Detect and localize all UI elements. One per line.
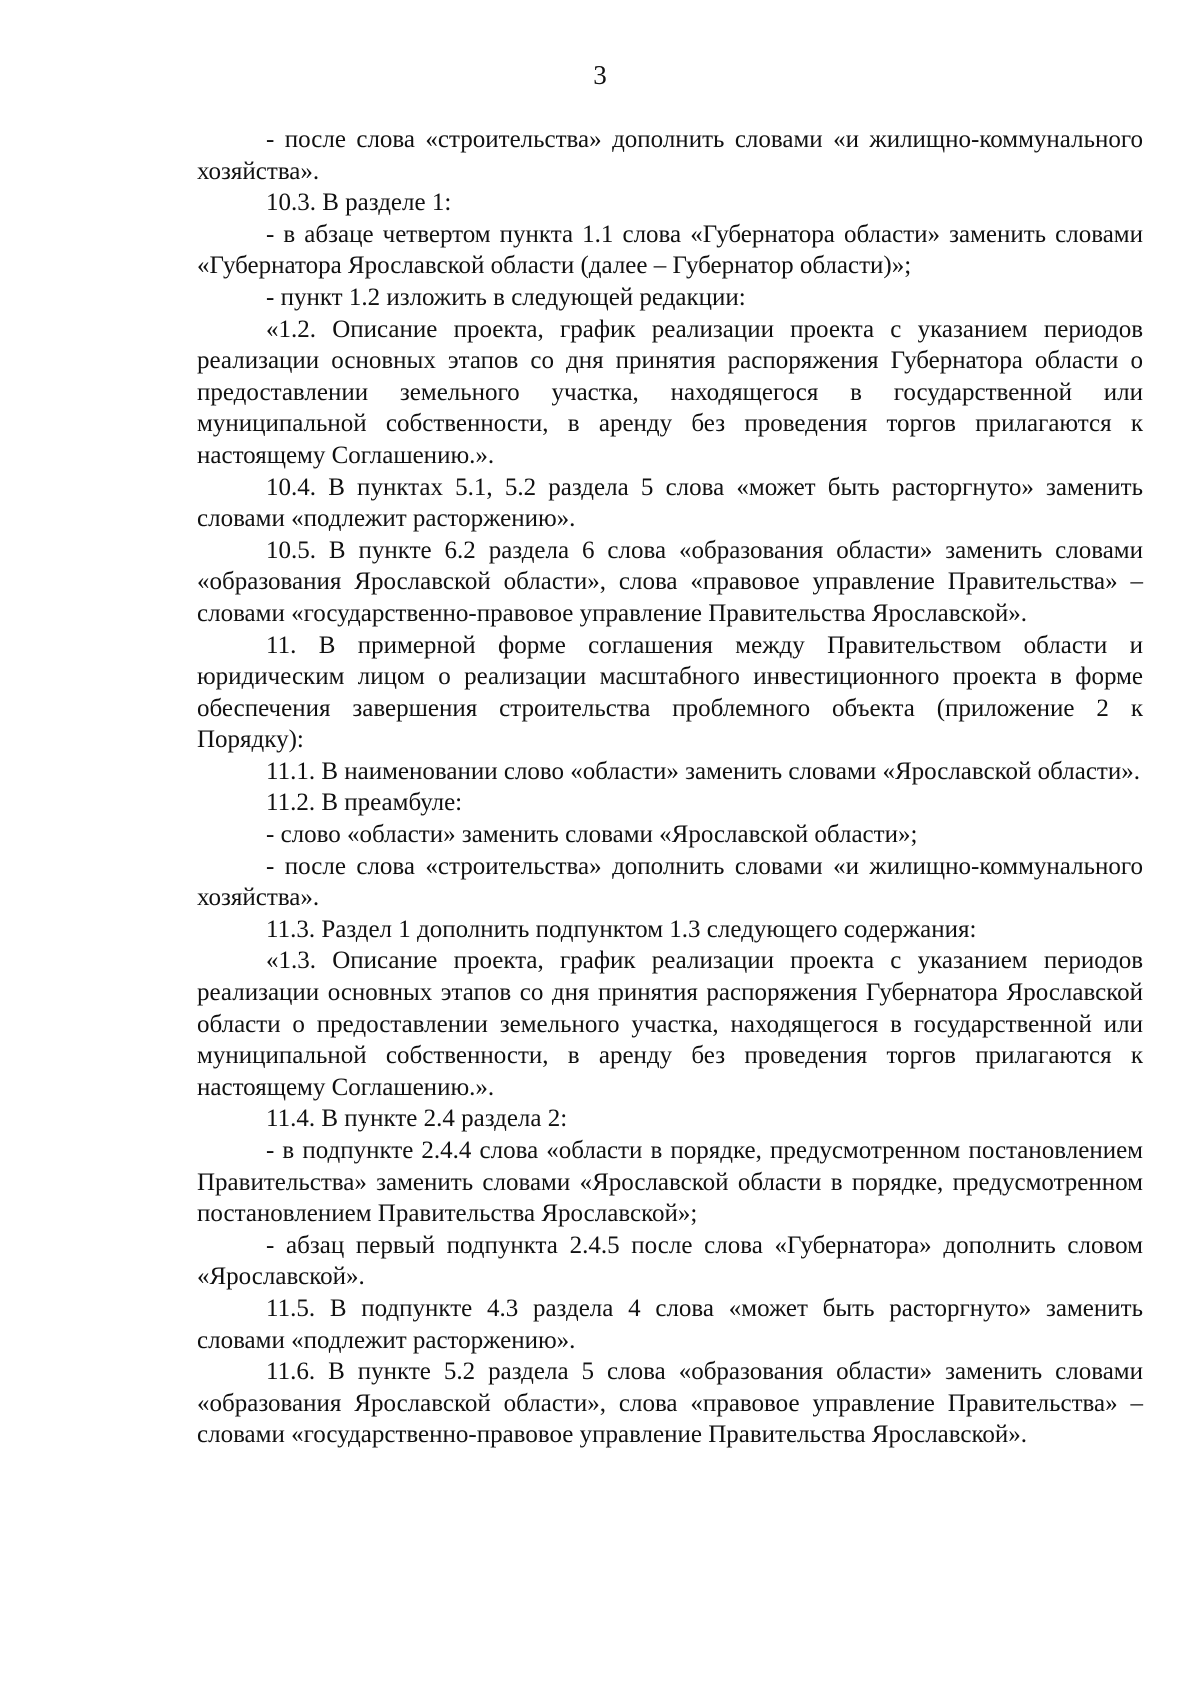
- paragraph: 11.5. В подпункте 4.3 раздела 4 слова «может быть расторгнуто» заменить словами «подлежит расторжению».: [197, 1294, 1143, 1354]
- paragraph: - после слова «строительства» дополнить словами «и жилищно-коммунального хозяйства».: [197, 126, 1143, 185]
- paragraph: - слово «области» заменить словами «Ярославской области»;: [266, 821, 918, 849]
- paragraph: 11.3. Раздел 1 дополнить подпунктом 1.3 следующего содержания:: [266, 915, 977, 943]
- page-number: 3: [593, 60, 607, 90]
- paragraph: 11.2. В преамбуле:: [266, 789, 463, 817]
- paragraph: - абзац первый подпункта 2.4.5 после слова «Губернатора» дополнить словом «Ярославской».: [197, 1231, 1143, 1291]
- document-body: [197, 124, 1143, 1451]
- paragraph: «1.3. Описание проекта, график реализации проекта с указанием периодов реализации основных этапов со дня принятия распоряжения Губернатора Ярославской области о предоставлении земельного участка, находящегося в государственной или муниципальной собственности, в аренду без проведения торгов прилагаются к настоящему Соглашению.».: [197, 947, 1143, 1101]
- paragraph: - пункт 1.2 изложить в следующей редакции:: [266, 283, 746, 311]
- paragraph: 10.3. В разделе 1:: [266, 189, 452, 217]
- paragraph: «1.2. Описание проекта, график реализации проекта с указанием периодов реализации основных этапов со дня принятия распоряжения Губернатора области о предоставлении земельного участка, находящегося в государственной или муниципальной собственности, в аренду без проведения торгов прилагаются к настоящему Соглашению.».: [197, 315, 1143, 469]
- paragraph: 11.4. В пункте 2.4 раздела 2:: [266, 1105, 568, 1133]
- paragraph: - в абзаце четвертом пункта 1.1 слова «Губернатора области» заменить словами «Губернатора Ярославской области (далее – Губернатор области)»;: [197, 220, 1143, 280]
- paragraph: - в подпункте 2.4.4 слова «области в порядке, предусмотренном постановлением Правительства» заменить словами «Ярославской области в порядке, предусмотренном постановлением Правительства Ярославской»;: [197, 1137, 1143, 1228]
- paragraph: 11.1. В наименовании слово «области» заменить словами «Ярославской области».: [266, 757, 1140, 785]
- paragraph: 11. В примерной форме соглашения между Правительством области и юридическим лицом о реализации масштабного инвестиционного проекта в форме обеспечения завершения строительства проблемного объекта (приложение 2 к Порядку):: [197, 631, 1143, 754]
- paragraph: 10.4. В пунктах 5.1, 5.2 раздела 5 слова «может быть расторгнуто» заменить словами «подлежит расторжению».: [197, 473, 1143, 533]
- paragraph: 10.5. В пункте 6.2 раздела 6 слова «образования области» заменить словами «образования Ярославской области», слова «правовое управление Правительства» – словами «государственно-правовое управление Правительства Ярославской».: [197, 536, 1143, 627]
- paragraph: - после слова «строительства» дополнить словами «и жилищно-коммунального хозяйства».: [197, 852, 1143, 912]
- paragraph: 11.6. В пункте 5.2 раздела 5 слова «образования области» заменить словами «образования Ярославской области», слова «правовое управление Правительства» – словами «государственно-правовое управление Правительства Ярославской».: [197, 1358, 1143, 1449]
